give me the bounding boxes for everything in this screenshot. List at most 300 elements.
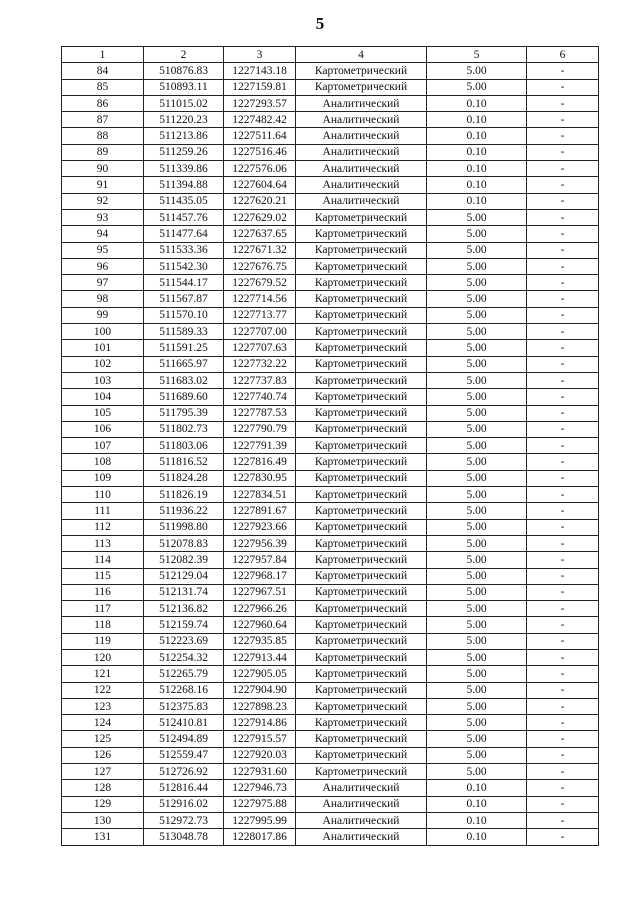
y-coordinate-cell: 1227816.49 (224, 454, 296, 470)
point-number-cell: 92 (62, 193, 144, 209)
method-cell: Картометрический (296, 731, 427, 747)
x-coordinate-cell: 511435.05 (144, 193, 224, 209)
y-coordinate-cell: 1227790.79 (224, 421, 296, 437)
accuracy-cell: 5.00 (427, 682, 527, 698)
point-number-cell: 84 (62, 63, 144, 79)
x-coordinate-cell: 511803.06 (144, 438, 224, 454)
note-cell: - (527, 226, 599, 242)
y-coordinate-cell: 1227967.51 (224, 584, 296, 600)
table-row (62, 226, 599, 242)
table-row (62, 666, 599, 682)
point-number-cell: 103 (62, 372, 144, 388)
point-number-cell: 110 (62, 487, 144, 503)
x-coordinate-cell: 510893.11 (144, 79, 224, 95)
y-coordinate-cell: 1227482.42 (224, 112, 296, 128)
y-coordinate-cell: 1227913.44 (224, 649, 296, 665)
accuracy-cell: 5.00 (427, 405, 527, 421)
note-cell: - (527, 405, 599, 421)
accuracy-cell: 5.00 (427, 487, 527, 503)
table-row (62, 356, 599, 372)
x-coordinate-cell: 511802.73 (144, 421, 224, 437)
x-coordinate-cell: 511589.33 (144, 324, 224, 340)
method-cell: Картометрический (296, 307, 427, 323)
method-cell: Картометрический (296, 421, 427, 437)
table-row (62, 649, 599, 665)
method-cell: Картометрический (296, 649, 427, 665)
x-coordinate-cell: 511795.39 (144, 405, 224, 421)
point-number-cell: 102 (62, 356, 144, 372)
point-number-cell: 121 (62, 666, 144, 682)
table-row (62, 584, 599, 600)
point-number-cell: 85 (62, 79, 144, 95)
method-cell: Аналитический (296, 796, 427, 812)
y-coordinate-cell: 1227707.63 (224, 340, 296, 356)
accuracy-cell: 5.00 (427, 747, 527, 763)
table-row (62, 324, 599, 340)
y-coordinate-cell: 1227923.66 (224, 519, 296, 535)
x-coordinate-cell: 511542.30 (144, 258, 224, 274)
point-number-cell: 114 (62, 552, 144, 568)
y-coordinate-cell: 1227604.64 (224, 177, 296, 193)
note-cell: - (527, 95, 599, 111)
point-number-cell: 130 (62, 812, 144, 828)
method-cell: Картометрический (296, 372, 427, 388)
x-coordinate-cell: 512494.89 (144, 731, 224, 747)
point-number-cell: 87 (62, 112, 144, 128)
y-coordinate-cell: 1227931.60 (224, 764, 296, 780)
x-coordinate-cell: 511826.19 (144, 487, 224, 503)
y-coordinate-cell: 1227787.53 (224, 405, 296, 421)
point-number-cell: 97 (62, 275, 144, 291)
table-row (62, 258, 599, 274)
accuracy-cell: 5.00 (427, 698, 527, 714)
y-coordinate-cell: 1227629.02 (224, 209, 296, 225)
x-coordinate-cell: 512410.81 (144, 715, 224, 731)
method-cell: Аналитический (296, 112, 427, 128)
note-cell: - (527, 307, 599, 323)
accuracy-cell: 5.00 (427, 226, 527, 242)
method-cell: Картометрический (296, 633, 427, 649)
table-row (62, 291, 599, 307)
y-coordinate-cell: 1227920.03 (224, 747, 296, 763)
y-coordinate-cell: 1227620.21 (224, 193, 296, 209)
note-cell: - (527, 324, 599, 340)
method-cell: Аналитический (296, 95, 427, 111)
y-coordinate-cell: 1227740.74 (224, 389, 296, 405)
table-row (62, 438, 599, 454)
note-cell: - (527, 715, 599, 731)
note-cell: - (527, 258, 599, 274)
x-coordinate-cell: 511689.60 (144, 389, 224, 405)
method-cell: Картометрический (296, 503, 427, 519)
x-coordinate-cell: 511936.22 (144, 503, 224, 519)
accuracy-cell: 5.00 (427, 503, 527, 519)
accuracy-cell: 5.00 (427, 568, 527, 584)
method-cell: Картометрический (296, 764, 427, 780)
note-cell: - (527, 470, 599, 486)
page-number: 5 (315, 14, 325, 33)
x-coordinate-cell: 511015.02 (144, 95, 224, 111)
note-cell: - (527, 535, 599, 551)
y-coordinate-cell: 1227732.22 (224, 356, 296, 372)
table-row (62, 161, 599, 177)
accuracy-cell: 5.00 (427, 601, 527, 617)
y-coordinate-cell: 1227904.90 (224, 682, 296, 698)
accuracy-cell: 5.00 (427, 633, 527, 649)
point-number-cell: 89 (62, 144, 144, 160)
accuracy-cell: 0.10 (427, 95, 527, 111)
note-cell: - (527, 291, 599, 307)
note-cell: - (527, 617, 599, 633)
method-cell: Аналитический (296, 144, 427, 160)
x-coordinate-cell: 511544.17 (144, 275, 224, 291)
accuracy-cell: 0.10 (427, 812, 527, 828)
point-number-cell: 101 (62, 340, 144, 356)
table-row (62, 568, 599, 584)
accuracy-cell: 5.00 (427, 340, 527, 356)
note-cell: - (527, 552, 599, 568)
method-cell: Аналитический (296, 193, 427, 209)
note-cell: - (527, 193, 599, 209)
accuracy-cell: 5.00 (427, 324, 527, 340)
accuracy-cell: 5.00 (427, 552, 527, 568)
note-cell: - (527, 698, 599, 714)
note-cell: - (527, 63, 599, 79)
point-number-cell: 129 (62, 796, 144, 812)
point-number-cell: 105 (62, 405, 144, 421)
table-body (62, 63, 599, 845)
table-row (62, 242, 599, 258)
y-coordinate-cell: 1227637.65 (224, 226, 296, 242)
x-coordinate-cell: 511816.52 (144, 454, 224, 470)
point-number-cell: 99 (62, 307, 144, 323)
table-row (62, 405, 599, 421)
table-row (62, 764, 599, 780)
note-cell: - (527, 177, 599, 193)
y-coordinate-cell: 1227671.32 (224, 242, 296, 258)
accuracy-cell: 5.00 (427, 389, 527, 405)
note-cell: - (527, 161, 599, 177)
table-row (62, 796, 599, 812)
x-coordinate-cell: 512559.47 (144, 747, 224, 763)
y-coordinate-cell: 1227956.39 (224, 535, 296, 551)
note-cell: - (527, 503, 599, 519)
point-number-cell: 123 (62, 698, 144, 714)
method-cell: Картометрический (296, 389, 427, 405)
table-row (62, 454, 599, 470)
note-cell: - (527, 275, 599, 291)
x-coordinate-cell: 512223.69 (144, 633, 224, 649)
note-cell: - (527, 372, 599, 388)
note-cell: - (527, 568, 599, 584)
table-row (62, 193, 599, 209)
point-number-cell: 109 (62, 470, 144, 486)
accuracy-cell: 0.10 (427, 161, 527, 177)
point-number-cell: 112 (62, 519, 144, 535)
y-coordinate-cell: 1227576.06 (224, 161, 296, 177)
accuracy-cell: 5.00 (427, 617, 527, 633)
note-cell: - (527, 487, 599, 503)
method-cell: Картометрический (296, 487, 427, 503)
x-coordinate-cell: 511339.86 (144, 161, 224, 177)
table-row (62, 95, 599, 111)
y-coordinate-cell: 1227676.75 (224, 258, 296, 274)
accuracy-cell: 5.00 (427, 275, 527, 291)
x-coordinate-cell: 511477.64 (144, 226, 224, 242)
note-cell: - (527, 601, 599, 617)
x-coordinate-cell: 510876.83 (144, 63, 224, 79)
table-row (62, 275, 599, 291)
x-coordinate-cell: 512136.82 (144, 601, 224, 617)
column-header-1: 1 (62, 47, 144, 63)
x-coordinate-cell: 511998.80 (144, 519, 224, 535)
table-row (62, 372, 599, 388)
table-row (62, 470, 599, 486)
accuracy-cell: 0.10 (427, 177, 527, 193)
accuracy-cell: 5.00 (427, 209, 527, 225)
accuracy-cell: 5.00 (427, 307, 527, 323)
method-cell: Аналитический (296, 829, 427, 845)
table-row (62, 177, 599, 193)
y-coordinate-cell: 1227737.83 (224, 372, 296, 388)
note-cell: - (527, 682, 599, 698)
x-coordinate-cell: 511665.97 (144, 356, 224, 372)
accuracy-cell: 5.00 (427, 715, 527, 731)
note-cell: - (527, 438, 599, 454)
method-cell: Аналитический (296, 780, 427, 796)
x-coordinate-cell: 512131.74 (144, 584, 224, 600)
note-cell: - (527, 112, 599, 128)
point-number-cell: 126 (62, 747, 144, 763)
method-cell: Картометрический (296, 242, 427, 258)
x-coordinate-cell: 511533.36 (144, 242, 224, 258)
x-coordinate-cell: 512726.92 (144, 764, 224, 780)
note-cell: - (527, 242, 599, 258)
table-row (62, 601, 599, 617)
y-coordinate-cell: 1227679.52 (224, 275, 296, 291)
note-cell: - (527, 764, 599, 780)
point-number-cell: 118 (62, 617, 144, 633)
y-coordinate-cell: 1227516.46 (224, 144, 296, 160)
method-cell: Картометрический (296, 584, 427, 600)
accuracy-cell: 5.00 (427, 649, 527, 665)
method-cell: Аналитический (296, 128, 427, 144)
table-row (62, 63, 599, 79)
y-coordinate-cell: 1227834.51 (224, 487, 296, 503)
x-coordinate-cell: 512375.83 (144, 698, 224, 714)
x-coordinate-cell: 512078.83 (144, 535, 224, 551)
point-number-cell: 106 (62, 421, 144, 437)
point-number-cell: 96 (62, 258, 144, 274)
point-number-cell: 107 (62, 438, 144, 454)
point-number-cell: 128 (62, 780, 144, 796)
method-cell: Картометрический (296, 63, 427, 79)
note-cell: - (527, 128, 599, 144)
accuracy-cell: 5.00 (427, 666, 527, 682)
method-cell: Картометрический (296, 535, 427, 551)
method-cell: Картометрический (296, 340, 427, 356)
y-coordinate-cell: 1227935.85 (224, 633, 296, 649)
accuracy-cell: 5.00 (427, 438, 527, 454)
y-coordinate-cell: 1227143.18 (224, 63, 296, 79)
note-cell: - (527, 454, 599, 470)
table-row (62, 682, 599, 698)
note-cell: - (527, 209, 599, 225)
table-row (62, 633, 599, 649)
method-cell: Картометрический (296, 209, 427, 225)
point-number-cell: 91 (62, 177, 144, 193)
point-number-cell: 104 (62, 389, 144, 405)
x-coordinate-cell: 511570.10 (144, 307, 224, 323)
method-cell: Картометрический (296, 519, 427, 535)
x-coordinate-cell: 511457.76 (144, 209, 224, 225)
accuracy-cell: 5.00 (427, 372, 527, 388)
point-number-cell: 94 (62, 226, 144, 242)
y-coordinate-cell: 1227891.67 (224, 503, 296, 519)
method-cell: Картометрический (296, 405, 427, 421)
y-coordinate-cell: 1227898.23 (224, 698, 296, 714)
table-row (62, 812, 599, 828)
point-number-cell: 120 (62, 649, 144, 665)
method-cell: Картометрический (296, 715, 427, 731)
note-cell: - (527, 829, 599, 845)
point-number-cell: 100 (62, 324, 144, 340)
table-row (62, 389, 599, 405)
method-cell: Картометрический (296, 601, 427, 617)
accuracy-cell: 5.00 (427, 519, 527, 535)
table-row (62, 503, 599, 519)
x-coordinate-cell: 512972.73 (144, 812, 224, 828)
accuracy-cell: 5.00 (427, 79, 527, 95)
point-number-cell: 115 (62, 568, 144, 584)
method-cell: Картометрический (296, 682, 427, 698)
y-coordinate-cell: 1227915.57 (224, 731, 296, 747)
x-coordinate-cell: 513048.78 (144, 829, 224, 845)
method-cell: Аналитический (296, 161, 427, 177)
point-number-cell: 93 (62, 209, 144, 225)
table-row (62, 421, 599, 437)
table-row (62, 829, 599, 845)
point-number-cell: 119 (62, 633, 144, 649)
header-row (62, 47, 599, 63)
note-cell: - (527, 79, 599, 95)
note-cell: - (527, 812, 599, 828)
table-row (62, 487, 599, 503)
note-cell: - (527, 633, 599, 649)
point-number-cell: 125 (62, 731, 144, 747)
accuracy-cell: 5.00 (427, 63, 527, 79)
y-coordinate-cell: 1228017.86 (224, 829, 296, 845)
y-coordinate-cell: 1227968.17 (224, 568, 296, 584)
method-cell: Аналитический (296, 812, 427, 828)
table-row (62, 519, 599, 535)
method-cell: Картометрический (296, 568, 427, 584)
accuracy-cell: 0.10 (427, 128, 527, 144)
x-coordinate-cell: 512159.74 (144, 617, 224, 633)
method-cell: Картометрический (296, 617, 427, 633)
note-cell: - (527, 666, 599, 682)
method-cell: Картометрический (296, 226, 427, 242)
point-number-cell: 124 (62, 715, 144, 731)
y-coordinate-cell: 1227791.39 (224, 438, 296, 454)
note-cell: - (527, 389, 599, 405)
x-coordinate-cell: 511567.87 (144, 291, 224, 307)
accuracy-cell: 0.10 (427, 112, 527, 128)
y-coordinate-cell: 1227914.86 (224, 715, 296, 731)
note-cell: - (527, 356, 599, 372)
point-number-cell: 88 (62, 128, 144, 144)
method-cell: Картометрический (296, 470, 427, 486)
accuracy-cell: 0.10 (427, 144, 527, 160)
x-coordinate-cell: 511683.02 (144, 372, 224, 388)
point-number-cell: 122 (62, 682, 144, 698)
note-cell: - (527, 747, 599, 763)
note-cell: - (527, 649, 599, 665)
note-cell: - (527, 731, 599, 747)
y-coordinate-cell: 1227159.81 (224, 79, 296, 95)
column-header-2: 2 (144, 47, 224, 63)
point-number-cell: 98 (62, 291, 144, 307)
y-coordinate-cell: 1227995.99 (224, 812, 296, 828)
method-cell: Картометрический (296, 291, 427, 307)
table-row (62, 552, 599, 568)
method-cell: Картометрический (296, 258, 427, 274)
method-cell: Картометрический (296, 552, 427, 568)
table-row (62, 112, 599, 128)
x-coordinate-cell: 512082.39 (144, 552, 224, 568)
coordinates-table (61, 46, 599, 846)
x-coordinate-cell: 511824.28 (144, 470, 224, 486)
y-coordinate-cell: 1227957.84 (224, 552, 296, 568)
accuracy-cell: 5.00 (427, 731, 527, 747)
point-number-cell: 111 (62, 503, 144, 519)
x-coordinate-cell: 512916.02 (144, 796, 224, 812)
method-cell: Картометрический (296, 275, 427, 291)
accuracy-cell: 0.10 (427, 780, 527, 796)
method-cell: Картометрический (296, 438, 427, 454)
accuracy-cell: 5.00 (427, 764, 527, 780)
note-cell: - (527, 780, 599, 796)
y-coordinate-cell: 1227830.95 (224, 470, 296, 486)
table-row (62, 715, 599, 731)
method-cell: Картометрический (296, 666, 427, 682)
column-header-5: 5 (427, 47, 527, 63)
y-coordinate-cell: 1227714.56 (224, 291, 296, 307)
accuracy-cell: 0.10 (427, 193, 527, 209)
note-cell: - (527, 519, 599, 535)
point-number-cell: 113 (62, 535, 144, 551)
accuracy-cell: 5.00 (427, 258, 527, 274)
table-row (62, 144, 599, 160)
y-coordinate-cell: 1227707.00 (224, 324, 296, 340)
accuracy-cell: 5.00 (427, 291, 527, 307)
column-header-4: 4 (296, 47, 427, 63)
point-number-cell: 131 (62, 829, 144, 845)
x-coordinate-cell: 512254.32 (144, 649, 224, 665)
point-number-cell: 127 (62, 764, 144, 780)
table-row (62, 731, 599, 747)
table-row (62, 780, 599, 796)
x-coordinate-cell: 512268.16 (144, 682, 224, 698)
column-header-6: 6 (527, 47, 599, 63)
table-row (62, 79, 599, 95)
method-cell: Картометрический (296, 454, 427, 470)
y-coordinate-cell: 1227905.05 (224, 666, 296, 682)
point-number-cell: 117 (62, 601, 144, 617)
table-row (62, 535, 599, 551)
method-cell: Картометрический (296, 324, 427, 340)
x-coordinate-cell: 511220.23 (144, 112, 224, 128)
